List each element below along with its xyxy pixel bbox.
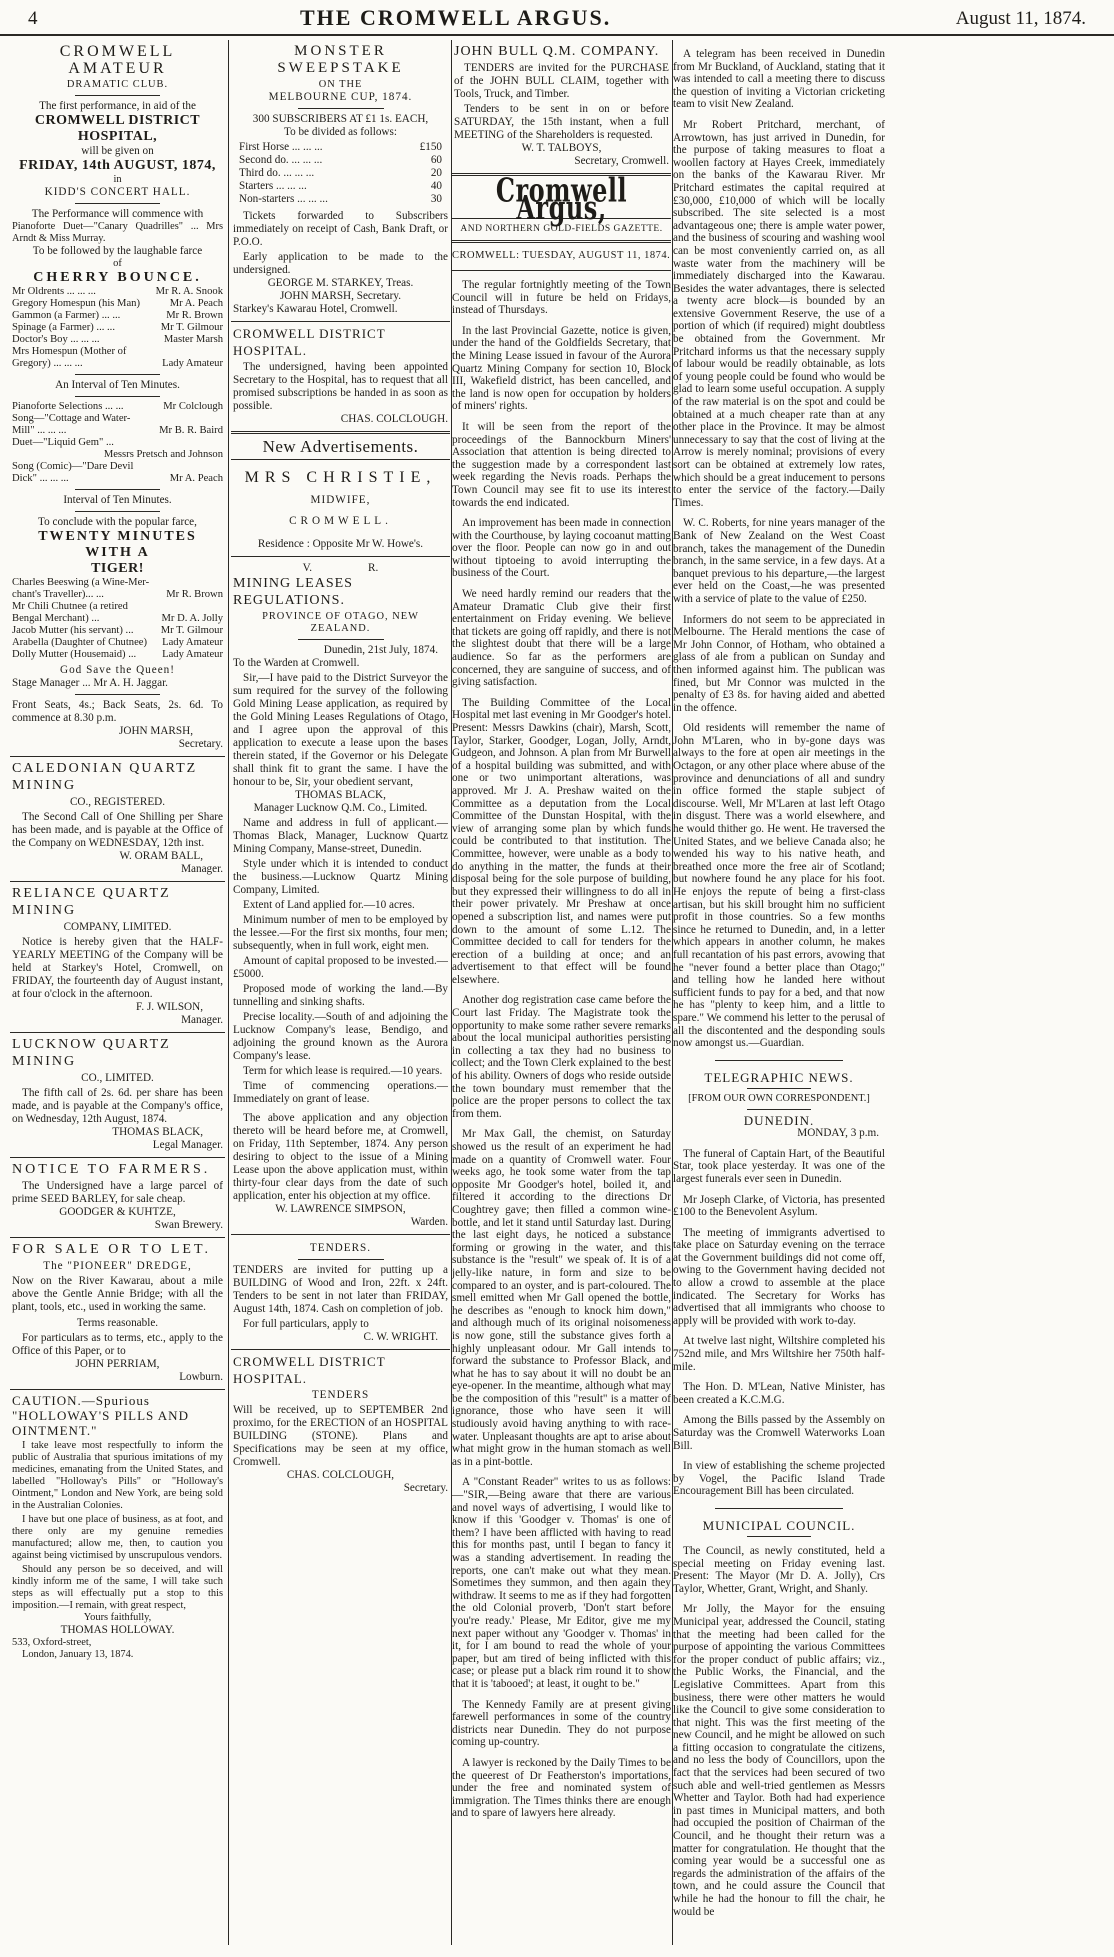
ad-for-sale: [10, 1238, 225, 1390]
news-paragraph: Another dog registration case came before the Court last Friday. The Magistrate took the opportunity to make some rather severe remarks about the local municipal authorities persisting in collecting a tax they had no business to collect; and the Town Clerk explained to the best of his ability. Owners of dogs who reside outside the town boundary must remember that the police are the proper persons to collect the tax from them.: [452, 994, 671, 1120]
ad-mrs-christie: [231, 460, 450, 557]
ad-heading: NOTICE TO FARMERS.: [12, 1162, 211, 1177]
performer-name: Mr A. Peach: [169, 473, 223, 484]
ad-lucknow: [10, 1033, 225, 1158]
performer-name: Mr A. Peach: [169, 298, 223, 309]
dateline-time: MONDAY, 3 p.m.: [797, 1126, 879, 1139]
lease-detail-item: Precise locality.—South of and adjoining the Lucknow Company's lease, Bendigo, and adjoining the ground known as the Aurora Company's lease.: [233, 1011, 448, 1062]
cast-row: [12, 358, 223, 370]
performer-name: Messrs Pretsch and Johnson: [103, 449, 223, 460]
column-rule: [228, 40, 229, 1945]
news-paragraph: Among the Bills passed by the Assembly on Saturday was the Cromwell Waterworks Loan Bill.: [673, 1414, 885, 1452]
ad-line: in: [113, 174, 122, 185]
ad-john-bull: [452, 40, 671, 176]
cast-row: [12, 613, 223, 625]
news-paragraph: A telegram has been received in Dunedin from Mr Buckland, of Auckland, stating that it was intended to call a meeting there to discuss the question of inviting a Victorian cricketing team to visit New Zealand.: [673, 48, 885, 111]
performer-name: Mr R. Brown: [166, 310, 223, 321]
ad-heading: FOR SALE OR TO LET.: [12, 1242, 211, 1257]
lease-detail-item: Minimum number of men to be employed by the lessee.—For the first six months, four men; subsequently, when in full work, eight men.: [233, 914, 448, 952]
correspondent-line: [FROM OUR OWN CORRESPONDENT.]: [688, 1092, 870, 1104]
ad-body: For full particulars, apply to: [243, 1318, 369, 1330]
performer-name: Mr R. A. Snook: [155, 286, 223, 297]
ad-subheading: PROVINCE OF OTAGO, NEW ZEALAND.: [262, 611, 419, 634]
news-paragraph: A "Constant Reader" writes to us as follows:—"SIR,—Being aware that there are various and novel ways of advertising, I would like to know if this 'Goodger v. Thomas' is one of them? I have been afflicted with having to read this for months past, until I began to fancy it was a standing advertisement. In reading the reports, one can't make out what they mean. Sometimes they summon, and then again they withdraw. It seems to me as if they had forgotten the old Colonial proverb, 'Don't start before you're ready.' Please, Mr Editor, give me my next paper without any 'Goodger v. Thomas' in it, for I am bound to read the whole of your paper, but am tired of being inflicted with this case; or please put a black rim round it to show that it is 'tabooed'; at least, it ought to be.": [452, 1476, 671, 1690]
news-paragraph: W. C. Roberts, for nine years manager of the Bank of New Zealand on the West Coast branch, takes the management of the Dunedin branch, in the same service, in a few days. At a banquet previous to his departure,—the largest ever held on the Coast,—he was presented with a service of plate to the value of £250.: [673, 517, 885, 605]
ad-tenders-building: [231, 1235, 450, 1350]
ad-line: Dunedin, 21st July, 1874.: [323, 644, 438, 656]
ad-body: For particulars as to terms, etc., apply to the Office of this Paper, or to: [12, 1332, 223, 1357]
ad-line: CROMWELL.: [289, 515, 392, 527]
ad-line: To be divided as follows:: [284, 126, 397, 138]
performer-name: Mr B. R. Baird: [159, 425, 223, 436]
prize-amount: 60: [430, 154, 442, 166]
ad-body: TENDERS are invited for putting up a BUILDING of Wood and Iron, 22ft. x 24ft. Tenders to be sent in not later than FRIDAY, August 14th, 1874. Cash on completion of job.: [233, 1264, 448, 1315]
ad-line: Pianoforte Duet—"Canary Quadrilles" ... Mrs Arndt & Miss Murray.: [12, 221, 223, 244]
role-name: Spinage (a Farmer) ... ...: [12, 322, 115, 333]
cast-row: [12, 298, 223, 310]
ad-body: Tickets forwarded to Subscribers immediately on receipt of Cash, Bank Draft, or P.O.O.: [233, 210, 448, 248]
ad-caledonian: [10, 757, 225, 882]
ad-heading: CROMWELL DISTRICT HOSPITAL.: [233, 1354, 386, 1386]
role-name: Jacob Mutter (his servant) ...: [12, 625, 134, 636]
ad-hospital-tenders: [231, 1350, 450, 1500]
ad-holloway-caution: [10, 1390, 225, 1666]
ad-body: Tenders to be sent in on or before SATURDAY, the 15th instant, when a full MEETING of the Shareholders is requested.: [454, 103, 669, 141]
ad-signature: Manager Lucknow Q.M. Co., Limited.: [253, 802, 428, 814]
performer-name: Mr R. Brown: [166, 589, 223, 600]
ad-line: Interval of Ten Minutes.: [63, 494, 172, 506]
prize-label: Second do. ... ... ...: [239, 154, 323, 166]
editorial-subtitle: AND NORTHERN GOLD-FIELDS GAZETTE.: [452, 218, 671, 243]
prize-label: Third do. ... ... ...: [239, 167, 315, 179]
ad-body: Sir,—I have paid to the District Surveyor the sum required for the survey of the following Gold Mining Lease application, as required by the Gold Mining Leases Regulations of Otago, and I agree upon the approval of this application to execute a lease upon the bases therein stated, if the Governor or his Delegate shall think fit to grant the same. I have the honour to be, Sir, your obedient servant,: [233, 672, 448, 788]
ad-subheading: TENDERS: [311, 1389, 370, 1401]
dunedin-heading: DUNEDIN.: [743, 1112, 815, 1128]
column-3: [452, 40, 671, 1945]
ad-signature: Legal Manager.: [152, 1139, 223, 1151]
ad-body: The fifth call of 2s. 6d. per share has been made, and is payable at the Company's office, on Wednesday, 12th August, 1874.: [12, 1087, 223, 1125]
ad-subheading: COMPANY, LIMITED.: [63, 921, 172, 933]
cast-row: [12, 625, 223, 637]
role-name: Song (Comic)—"Dare Devil: [12, 461, 134, 472]
role-name: Pianoforte Selections ... ...: [12, 401, 124, 412]
performer-name: Master Marsh: [163, 334, 223, 345]
prize-label: Starters ... ... ...: [239, 180, 307, 192]
ad-signature: Swan Brewery.: [154, 1219, 223, 1231]
ad-signature: JOHN MARSH,: [119, 725, 193, 737]
ad-hospital-secretary: [231, 322, 450, 434]
cast-row: [12, 437, 223, 449]
newspaper-title: THE CROMWELL ARGUS.: [300, 5, 612, 30]
ad-subheading: CO., REGISTERED.: [69, 796, 166, 808]
ad-body: The undersigned, having been appointed Secretary to the Hospital, has to request that all promised subscriptions be handed in as soon as possible.: [233, 361, 448, 412]
prize-amount: 40: [430, 180, 442, 192]
ad-line: FRIDAY, 14th AUGUST, 1874,: [19, 158, 216, 173]
column-4: [673, 40, 885, 1945]
ad-line: An Interval of Ten Minutes.: [55, 379, 180, 391]
ad-heading: JOHN BULL Q.M. COMPANY.: [454, 44, 660, 59]
ad-subheading: CO., LIMITED.: [81, 1072, 154, 1084]
news-paragraph: In view of establishing the scheme projected by Vogel, the Pacific Island Trade Encouragement Bill has been circulated.: [673, 1460, 885, 1498]
prize-label: Non-starters ... ... ...: [239, 193, 328, 205]
cast-row: [12, 577, 223, 589]
role-name: Gregory) ... ... ...: [12, 358, 83, 369]
role-name: Gregory Homespun (his Man): [12, 298, 140, 309]
ad-line: CROMWELL DISTRICT HOSPITAL,: [34, 113, 201, 144]
ad-mining-leases: [231, 557, 450, 1235]
role-name: Gammon (a Farmer) ... ...: [12, 310, 121, 321]
news-paragraph: The Hon. D. M'Lean, Native Minister, has been created a K.C.M.G.: [673, 1381, 885, 1406]
ad-body: Now on the River Kawarau, about a mile above the Gentle Annie Bridge; with all the plant, tools, etc., used in working the same.: [12, 1275, 223, 1313]
prize-row: [239, 167, 442, 180]
ad-line: To be followed by the laughable farce: [32, 245, 203, 257]
ad-body: I take leave most respectfully to inform the public of Australia that spurious imitations of my medicines, emanating from the United States, and labelled "Holloway's Pills" or "Holloway's Ointment," London and New York, are being sold in the Australian Colonies.: [12, 1440, 223, 1511]
news-paragraph: A lawyer is reckoned by the Daily Times to be the queerest of Dr Featherston's importations, under the free and nominated system of immigration. The Times thinks there are enough and to spare of lawyers here already.: [452, 1756, 671, 1820]
ad-signature: W. T. TALBOYS,: [521, 142, 602, 154]
news-paragraph: Old residents will remember the name of John M'Laren, who in by-gone days was always to the fore at open air meetings in the Octagon, or any other place where abuse of the province and denunciations of all and sundry in office formed the staple subject of discourse. Well, Mr M'Laren at last left Otago in disgust. There was a world elsewhere, and he would thither go. He went. He traversed the United States, and we believe Canada also; he wended his way to his native heath, and breathed once more the free air of Scotland; but nowhere found he any place for his foot. He enjoys the repute of being a first-class artisan, but his skill brought him no sufficient profit in those countries. So a few months since he returned to Dunedin, and, in a letter which appears in another column, he makes full recantation of his past errors, avowing that he "never found a better place than Otago;" and telling how he landed here without sufficient funds to pay for a bed, and that now he has "plenty to keep him, and a little to spare." We commend his letter to the perusal of all the discontented and the desponding souls now amongst us.—Guardian.: [673, 722, 885, 1050]
news-paragraph: The Kennedy Family are at present giving farewell performances in some of the country districts near Dunedin. They do not purpose coming up-country.: [452, 1698, 671, 1749]
prize-row: [239, 180, 442, 193]
ad-signature: Manager.: [181, 863, 223, 875]
ad-line: The Performance will commence with: [31, 208, 204, 220]
ad-line: MELBOURNE CUP, 1874.: [268, 91, 413, 103]
cast-row: [12, 401, 223, 413]
role-name: Mr Oldrents ... ... ...: [12, 286, 96, 297]
cast-row: [12, 334, 223, 346]
ad-heading: MONSTER SWEEPSTAKE: [277, 43, 404, 76]
song-list: [12, 401, 223, 485]
lease-detail-item: Extent of Land applied for.—10 acres.: [243, 899, 415, 911]
ad-signature: CHAS. COLCLOUGH,: [286, 1469, 395, 1481]
ad-line: TIGER!: [91, 561, 144, 576]
lease-detail-item: Amount of capital proposed to be invested.—£5000.: [233, 955, 448, 980]
ad-heading: MINING LEASES REGULATIONS.: [233, 576, 353, 608]
editorial-dateline: CROMWELL: TUESDAY, AUGUST 11, 1874.: [452, 243, 671, 271]
lease-detail-item: Name and address in full of applicant.—Thomas Black, Manager, Lucknow Quartz Mining Company, Manse-street, Dunedin.: [233, 817, 448, 855]
news-paragraph: The meeting of immigrants advertised to take place on Saturday evening on the terrace at the Government buildings did not come off, owing to the Government having decided not to allow a crowd to assemble at the place indicated. The Secretary for Works has advertised that all immigrants who choose to apply will be provided with work to-day.: [673, 1226, 885, 1327]
new-advertisements-heading: New Advertisements.: [231, 434, 450, 460]
council-paragraphs: [673, 1545, 885, 1918]
news-paragraph: Mr Jolly, the Mayor for the ensuing Municipal year, addressed the Council, stating that the meeting had been called for the purpose of appointing the various Committees for the proper conduct of public affairs; viz., the Public Works, the Financial, and the Legislative Committees. Apart from this business, there were other matters he would like the Council to give some consideration to that night. This was the first meeting of the new Council, and he might be allowed on such a fitting occasion to congratulate the citizens, and no less the body of Councillors, upon the fact that the services had been secured of two such able and well-tried gentlemen as Messrs Whetter and Taylor. Both had had experience in past times in Municipal matters, and both had occupied the position of Chairman of the Council, and he thought their return was a matter for congratulation. He thought that the coming year would be a successful one as regards the administration of the affairs of the town, and he could assure the Council that while he had the honour to fill the chair, he would be: [673, 1603, 885, 1918]
news-paragraph: Mr Joseph Clarke, of Victoria, has presented £100 to the Benevolent Asylum.: [673, 1193, 885, 1219]
ad-signature: Secretary.: [178, 738, 223, 750]
ad-heading: LUCKNOW QUARTZ MINING: [12, 1037, 171, 1069]
prize-row: [239, 141, 442, 154]
ad-reliance: [10, 882, 225, 1033]
ad-heading: CAUTION.—Spurious "HOLLOWAY'S PILLS AND OINTMENT.": [12, 1393, 189, 1438]
ad-body: Should any person be so deceived, and will kindly inform me of the same, I will take such steps as will effectually put a stop to this imposition.—I remain, with great respect,: [12, 1564, 223, 1611]
role-name: Dolly Mutter (Housemaid) ...: [12, 649, 137, 660]
prize-label: First Horse ... ... ...: [239, 141, 323, 153]
prize-row: [239, 154, 442, 167]
news-paragraph: The Building Committee of the Local Hospital met last evening in Mr Goodger's hotel. Present: Messrs Dawkins (chair), Marsh, Scott, Taylor, Starker, Goodger, Logan, Jolly, Arndt, Gudgeon, and Johnson. A plan from Mr Burwell of a hospital building was submitted, and with one or two unimportant alterations, was approved. Mr J. A. Preshaw waited on the Committee as a deputation from the Local Committee of the Dunstan Hospital, with the view of arranging some plan by which funds could be contributed to that institution. The Committee, however, were unable as a body to do anything in the matter, the funds at their disposal being for the sole purpose of building, but they expressed their willingness to do all in their power privately. Mr Preshaw at once opened a subscription list, and names were put down to the amount of some L.12. The Committee decided to call for tenders for the erection of a building at once; and an advertisement to that effect will be found elsewhere.: [452, 696, 671, 986]
telegraphic-news-heading: TELEGRAPHIC NEWS.: [704, 1069, 854, 1085]
ad-signature: Secretary, Cromwell.: [574, 155, 669, 167]
performer-name: Mr T. Gilmour: [160, 322, 223, 333]
ad-line: 300 SUBSCRIBERS AT £1 1s. EACH,: [252, 113, 429, 125]
ad-line: 533, Oxford-street,: [12, 1637, 92, 1648]
telegraph-paragraphs: [673, 1148, 885, 1498]
ad-heading: TENDERS.: [309, 1242, 372, 1254]
ad-body: Will be received, up to SEPTEMBER 2nd proximo, for the ERECTION of an HOSPITAL BUILDING (STONE). Plans and Specifications may be seen at my office, Cromwell.: [233, 1404, 448, 1468]
ad-heading: CALEDONIAN QUARTZ MINING: [12, 761, 198, 793]
role-name: Duet—"Liquid Gem" ...: [12, 437, 114, 448]
news-paragraph: We need hardly remind our readers that the Amateur Dramatic Club give their first entertainment on Friday evening. We believe that tickets are going off rapidly, and there is not the slightest doubt that there will be a large audience. So far as the performers are concerned, they are sanguine of success, and of giving satisfaction.: [452, 588, 671, 689]
ad-heading: RELIANCE QUARTZ MINING: [12, 886, 171, 918]
role-name: Arabella (Daughter of Chutnee): [12, 637, 148, 648]
ad-signature: JOHN MARSH, Secretary.: [279, 290, 402, 302]
role-name: Mrs Homespun (Mother of: [12, 346, 127, 357]
ad-line: Yours faithfully,: [83, 1612, 152, 1623]
news-paragraph: The regular fortnightly meeting of the Town Council will in future be held on Fridays, instead of Thursdays.: [452, 279, 671, 317]
ad-body: The Second Call of One Shilling per Share has been made, and is payable at the Office of the Company on WEDNESDAY, 12th inst.: [12, 811, 223, 849]
lease-detail-item: Time of commencing operations.—Immediately on grant of lease.: [233, 1080, 448, 1105]
ad-signature: Warden.: [410, 1216, 448, 1228]
lease-details: [233, 817, 448, 1106]
ad-signature: CHAS. COLCLOUGH.: [340, 413, 448, 425]
performer-name: Mr D. A. Jolly: [161, 613, 223, 624]
ad-signature: Manager.: [181, 1014, 223, 1026]
crown-vr: V. R.: [302, 562, 379, 574]
ad-body: I have but one place of business, as at foot, and there only are my genuine remedies manufactured; allow me, then, to caution you against being victimised by unscrupulous vendors.: [12, 1514, 223, 1561]
performer-name: Lady Amateur: [162, 649, 223, 660]
ad-heading: MRS CHRISTIE,: [244, 469, 437, 486]
cast-row: [12, 601, 223, 613]
ad-signature: GOODGER & KUHTZE,: [59, 1206, 176, 1218]
ad-signature: Lowburn.: [179, 1371, 223, 1383]
ad-body: TENDERS are invited for the PURCHASE of the JOHN BULL CLAIM, together with Tools, Truck, and Timber.: [454, 62, 669, 100]
ad-signature: THOMAS BLACK,: [112, 1126, 203, 1138]
news-paragraph: The Council, as newly constituted, held a special meeting on Friday evening last. Present: The Mayor (Mr D. A. Jolly), Crs Taylor, Whetter, Grant, Wright, and Shanly.: [673, 1544, 885, 1595]
role-name: Doctor's Boy ... ... ...: [12, 334, 100, 345]
cast-row: [12, 286, 223, 298]
cast-row: [12, 322, 223, 334]
ad-line: Terms reasonable.: [76, 1317, 159, 1329]
issue-date: August 11, 1874.: [955, 8, 1086, 29]
role-name: Bengal Merchant) ...: [12, 613, 100, 624]
ad-body: The Undersigned have a large parcel of prime SEED BARLEY, for sale cheap.: [12, 1180, 223, 1205]
cast-row: [12, 649, 223, 661]
cast-row: [12, 346, 223, 358]
ad-signature: Starkey's Kawarau Hotel, Cromwell.: [233, 303, 398, 315]
editorial-paragraphs: [452, 279, 671, 1820]
ad-sweepstake: [231, 40, 450, 322]
ad-line: To conclude with the popular farce,: [38, 516, 197, 528]
performer-name: Lady Amateur: [162, 637, 223, 648]
ad-signature: F. J. WILSON,: [136, 1001, 203, 1013]
ad-body: The above application and any objection thereto will be heard before me, at Cromwell, on Friday, 11th September, 1874. Any person desiring to object to the issue of a Mining Lease upon the above application must, within thirty-four clear days from the date of such application, enter his objection at my office.: [233, 1112, 448, 1202]
news-paragraph: An improvement has been made in connection with the Courthouse, by laying cocoanut matting over the floor. People can now go in and out without tiptoeing to avoid interrupting the business of the Court.: [452, 517, 671, 580]
role-name: chant's Traveller)... ...: [12, 589, 104, 600]
news-paragraph: Mr Max Gall, the chemist, on Saturday showed us the result of an experiment he had made on a quantity of Cromwell water. Four weeks ago, he took some water from the tap opposite Mr Goodger's hotel, boiled it, and filtered it according to the directions Dr Coughtrey gave; then filled a common wine-bottle, and let it stand until Saturday last. During the last eight days, he noticed a substance forming or growing in the water, and this substance is the "result" we speak of. It is of a jelly-like nature, in form and size to be compared to an oyster, and is part-coloured. The smell emitted when Mr Gall opened the bottle, he describes as "enough to knock him down," and although much of its original noisomeness is now gone, still the substance gives forth a highly unpleasant odour. Mr Gall intends to forward the substance to Professor Black, and what he has to say about it will no doubt be an eye-opener. In the meantime, although what may be the composition of this "result" is a matter of ignorance, those who have seen it will studiously avoid having anything to with race-water. Unpleasant thoughts are apt to arise about what might grow in the human stomach as well as in a pint-bottle.: [452, 1128, 671, 1468]
editorial-nameplate: Cromwell Argus,: [495, 170, 628, 228]
role-name: Song—"Cottage and Water-: [12, 413, 131, 424]
ad-signature: Secretary.: [403, 1482, 448, 1494]
lease-detail-item: Term for which lease is required.—10 years.: [243, 1065, 443, 1077]
ad-line: TWENTY MINUTES WITH A: [38, 529, 197, 560]
role-name: Charles Beeswing (a Wine-Mer-: [12, 577, 150, 588]
ad-heading: CROMWELL AMATEUR: [59, 43, 176, 77]
news-paragraph: Informers do not seem to be appreciated in Melbourne. The Herald mentions the case of Mr John Connor, of Hotham, who obtained a glass of ale from a publican on Sunday and then informed against him. The publican was fined, but Mr Connor was mulcted in the penalty of £3 8s. for having aided and abetted in the offence.: [673, 613, 885, 714]
ad-signature: C. W. WRIGHT.: [363, 1331, 438, 1343]
ad-subheading: DRAMATIC CLUB.: [66, 79, 169, 90]
ad-line: The first performance, in aid of the: [39, 100, 196, 112]
ad-signature: W. LAWRENCE SIMPSON,: [275, 1203, 406, 1215]
news-paragraph: It will be seen from the report of the proceedings of the Bannockburn Miners' Association that attention is being directed to the suggestion made by a correspondent last week regarding the Nevis roads. Perhaps the Town Council may see fit to use its interest towards the end indicated.: [452, 420, 671, 509]
news-paragraph: At twelve last night, Wiltshire completed his 752nd mile, and Mrs Wiltshire her 750th half-mile.: [673, 1335, 885, 1373]
ad-line: MIDWIFE,: [310, 494, 371, 506]
prize-row: [239, 193, 442, 206]
ad-line: To the Warden at Cromwell.: [233, 657, 360, 669]
ad-line: London, January 13, 1874.: [22, 1649, 134, 1660]
cast-row: [12, 310, 223, 322]
role-name: Dick" ... ... ...: [12, 473, 69, 484]
role-name: Mr Chili Chutnee (a retired: [12, 601, 128, 612]
prize-amount: 20: [430, 167, 442, 179]
performer-name: Mr T. Gilmour: [160, 625, 223, 636]
cast-row: [12, 473, 223, 485]
news-paragraphs: [673, 48, 885, 1050]
news-paragraph: In the last Provincial Gazette, notice is given, under the hand of the Goldfields Secretary, that the Mining Lease issued in favour of the Aurora Quartz Mining Company for section 10, Block III, Wakefield district, has been cancelled, and the land is now open for occupation by holders of miners' rights.: [452, 324, 671, 413]
municipal-council-heading: MUNICIPAL COUNCIL.: [702, 1517, 856, 1533]
ad-line: ON THE: [318, 79, 363, 90]
ad-body: Notice is hereby given that the HALF-YEARLY MEETING of the Company will be held at Starkey's Hotel, Cromwell, on FRIDAY, the fourteenth day of August instant, at four o'clock in the afternoon.: [12, 936, 223, 1000]
cast-row: [12, 461, 223, 473]
role-name: Mill" ... ... ...: [12, 425, 67, 436]
cast-row: [12, 413, 223, 425]
ad-line: Residence : Opposite Mr W. Howe's.: [257, 538, 424, 550]
ad-line: Stage Manager ... Mr A. H. Jaggar.: [12, 677, 168, 689]
cast-list: [12, 286, 223, 370]
performer-name: Mr Colclough: [163, 401, 223, 412]
ad-heading: CROMWELL DISTRICT HOSPITAL.: [233, 326, 386, 358]
ad-line: God Save the Queen!: [60, 664, 175, 676]
column-2: [231, 40, 450, 1945]
ad-signature: JOHN PERRIAM,: [75, 1358, 160, 1370]
ad-line: KIDD'S CONCERT HALL.: [44, 186, 191, 198]
performer-name: Lady Amateur: [162, 358, 223, 369]
ad-line: will be given on: [81, 145, 154, 157]
cast-row: [12, 425, 223, 437]
lease-detail-item: Style under which it is intended to conduct the business.—Lucknow Quartz Mining Company, Limited.: [233, 858, 448, 896]
ad-line: Front Seats, 4s.; Back Seats, 2s. 6d. To commence at 8.30 p.m.: [12, 699, 223, 724]
prize-list: [233, 139, 448, 208]
ad-body: Early application to be made to the undersigned.: [233, 251, 448, 276]
news-paragraph: The funeral of Captain Hart, of the Beautiful Star, took place yesterday. It was one of the largest funerals ever seen in Dunedin.: [673, 1147, 885, 1185]
ad-signature: GEORGE M. STARKEY, Treas.: [267, 277, 414, 289]
cast-row: [12, 589, 223, 601]
ad-signature: W. ORAM BALL,: [119, 850, 203, 862]
prize-amount: 30: [430, 193, 442, 205]
lease-detail-item: Proposed mode of working the land.—By tunnelling and sinking shafts.: [233, 983, 448, 1008]
ad-signature: THOMAS BLACK,: [295, 789, 386, 801]
ad-notice-to-farmers: [10, 1158, 225, 1238]
prize-amount: £150: [419, 141, 442, 153]
cast-row: [12, 449, 223, 461]
ad-amateur-dramatic-club: [10, 40, 225, 757]
column-1: [10, 40, 225, 1945]
cast-list: [12, 577, 223, 661]
news-paragraph: Mr Robert Pritchard, merchant, of Arrowtown, has just arrived in Dunedin, for the purpose of taking measures to float a woollen factory at Hayes Creek, immediately on the banks of the Kawarau River. Mr Pritchard estimates the capital required at £30,000, £10,000 of which will be locally subscribed. The site selected is a most advantageous one; there is ample water power, and the business of scouring and washing wool can be most conveniently carried on, as all waste water from the machinery will be immediately discharged into the Kawarau. Besides the water advantages, there is selected a twenty acre block—is bounded by an extensive Government Reserve, the use of a portion of which (if required) might doubtless be obtained from the Government. Mr Pritchard informs us that the necessary supply of labour would be readily obtainable, as lots of young people could be found who would be glad to learn some useful occupation. A supply of the raw material is on the spot and could be obtained at a much cheaper rate than at any other place in the Province. It may be almost unnecessary to say that the cost of living at the Arrow is merely nominal; provisions of every sort can be obtained at extremely low rates, which should be a great inducement to persons to enter the service of the factory.—Daily Times.: [673, 118, 885, 509]
cast-row: [12, 637, 223, 649]
ad-line: CHERRY BOUNCE.: [33, 270, 202, 285]
ad-subheading: The "PIONEER" DREDGE,: [43, 1260, 192, 1272]
masthead: [0, 0, 1114, 36]
ad-line: of: [113, 258, 122, 269]
ad-signature: THOMAS HOLLOWAY.: [60, 1624, 175, 1636]
page-number: 4: [28, 8, 38, 29]
